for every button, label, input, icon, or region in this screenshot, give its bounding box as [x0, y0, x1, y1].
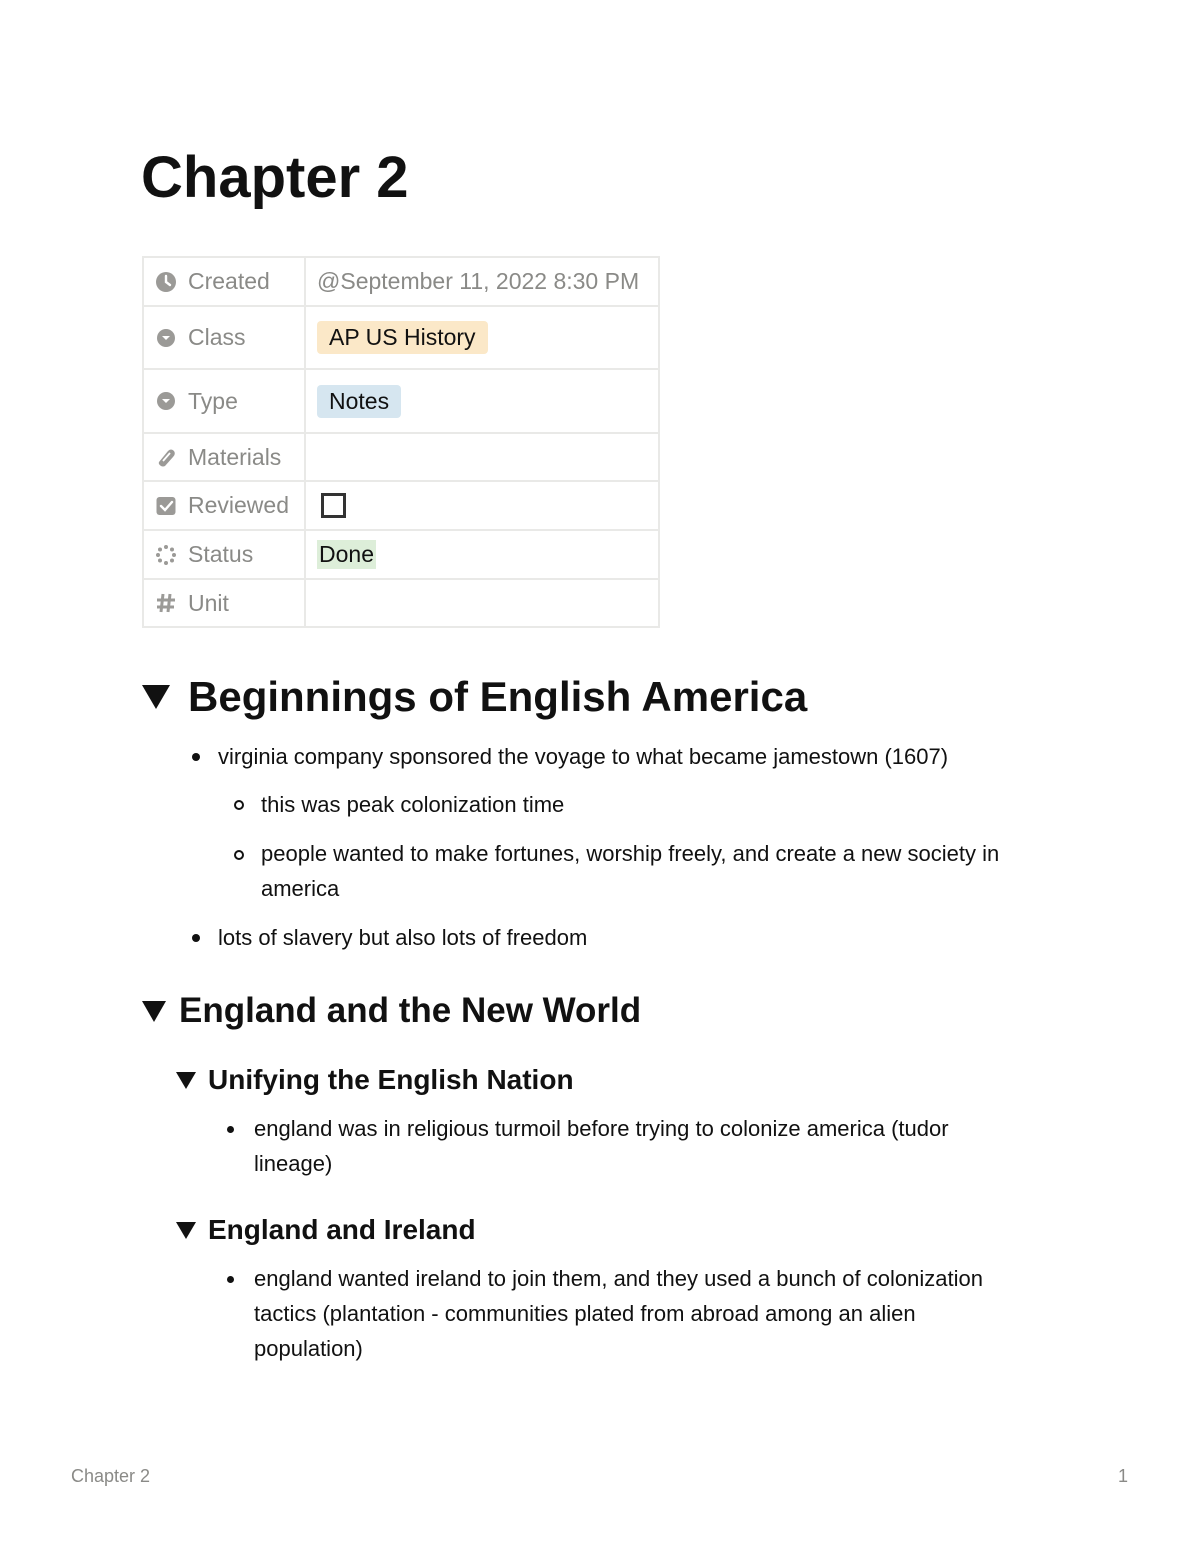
status-value[interactable]: Done — [319, 541, 374, 567]
property-label: Materials — [188, 443, 282, 470]
bullet-ring-icon — [234, 850, 244, 860]
heading-text: England and the New World — [179, 991, 642, 1030]
list-item: virginia company sponsored the voyage to what became jamestown (1607) — [218, 744, 949, 769]
clock-icon — [154, 270, 178, 294]
property-label: Created — [188, 268, 270, 294]
property-label: Unit — [188, 589, 229, 616]
list-item-continuation: lineage) — [254, 1151, 333, 1176]
properties-table — [142, 256, 660, 628]
list-item: this was peak colonization time — [261, 792, 565, 817]
list-item: lots of slavery but also lots of freedom — [218, 925, 588, 950]
property-row-type — [143, 369, 659, 433]
checkbox-icon — [154, 494, 178, 518]
bullet-dot-icon — [192, 934, 200, 942]
toggle-triangle-icon[interactable] — [176, 1072, 196, 1089]
reviewed-checkbox[interactable] — [321, 493, 346, 518]
footer-doc-name: Chapter 2 — [71, 1466, 151, 1486]
heading-text: Beginnings of English America — [188, 673, 808, 720]
property-row-class — [143, 306, 659, 369]
select-icon — [154, 389, 178, 413]
type-tag[interactable]: Notes — [317, 385, 401, 418]
class-tag[interactable]: AP US History — [317, 321, 488, 354]
footer-page-number: 1 — [1118, 1466, 1129, 1486]
toggle-heading-unifying[interactable] — [176, 1062, 574, 1098]
toggle-heading-england-new-world[interactable] — [142, 990, 641, 1032]
bullet-ring-icon — [234, 800, 244, 810]
list-item-continuation: america — [261, 876, 340, 901]
property-label: Class — [188, 324, 246, 350]
property-row-unit — [143, 579, 659, 627]
page-title: Chapter 2 — [141, 145, 409, 210]
property-label: Type — [188, 387, 238, 414]
bullet-dot-icon — [227, 1126, 234, 1133]
property-row-created — [143, 257, 659, 306]
heading-text: England and Ireland — [208, 1214, 476, 1245]
toggle-triangle-icon[interactable] — [176, 1222, 196, 1239]
heading-text: Unifying the English Nation — [208, 1064, 574, 1095]
list-item: people wanted to make fortunes, worship freely, and create a new society in — [261, 841, 1000, 866]
property-label: Reviewed — [188, 492, 289, 518]
toggle-heading-beginnings[interactable] — [142, 673, 807, 721]
property-row-status — [143, 530, 659, 579]
list-item: england was in religious turmoil before trying to colonize america (tudor — [254, 1116, 949, 1141]
list-item-continuation: tactics (plantation - communities plated from abroad among an alien — [254, 1301, 916, 1326]
select-icon — [154, 326, 178, 350]
status-icon — [154, 543, 178, 567]
toggle-heading-ireland[interactable] — [176, 1212, 476, 1248]
toggle-triangle-icon[interactable] — [142, 1001, 166, 1022]
property-label: Status — [188, 541, 254, 567]
list-item: england wanted ireland to join them, and they used a bunch of colonization — [254, 1266, 983, 1291]
created-date-value[interactable]: @September 11, 2022 8:30 PM — [317, 268, 640, 294]
toggle-triangle-icon[interactable] — [142, 685, 170, 709]
property-row-reviewed — [143, 481, 659, 530]
bullet-dot-icon — [227, 1276, 234, 1283]
list-item-continuation: population) — [254, 1336, 363, 1361]
property-row-materials — [143, 433, 659, 481]
bullet-dot-icon — [192, 753, 200, 761]
attachment-icon — [154, 445, 178, 469]
hash-icon — [154, 591, 178, 615]
